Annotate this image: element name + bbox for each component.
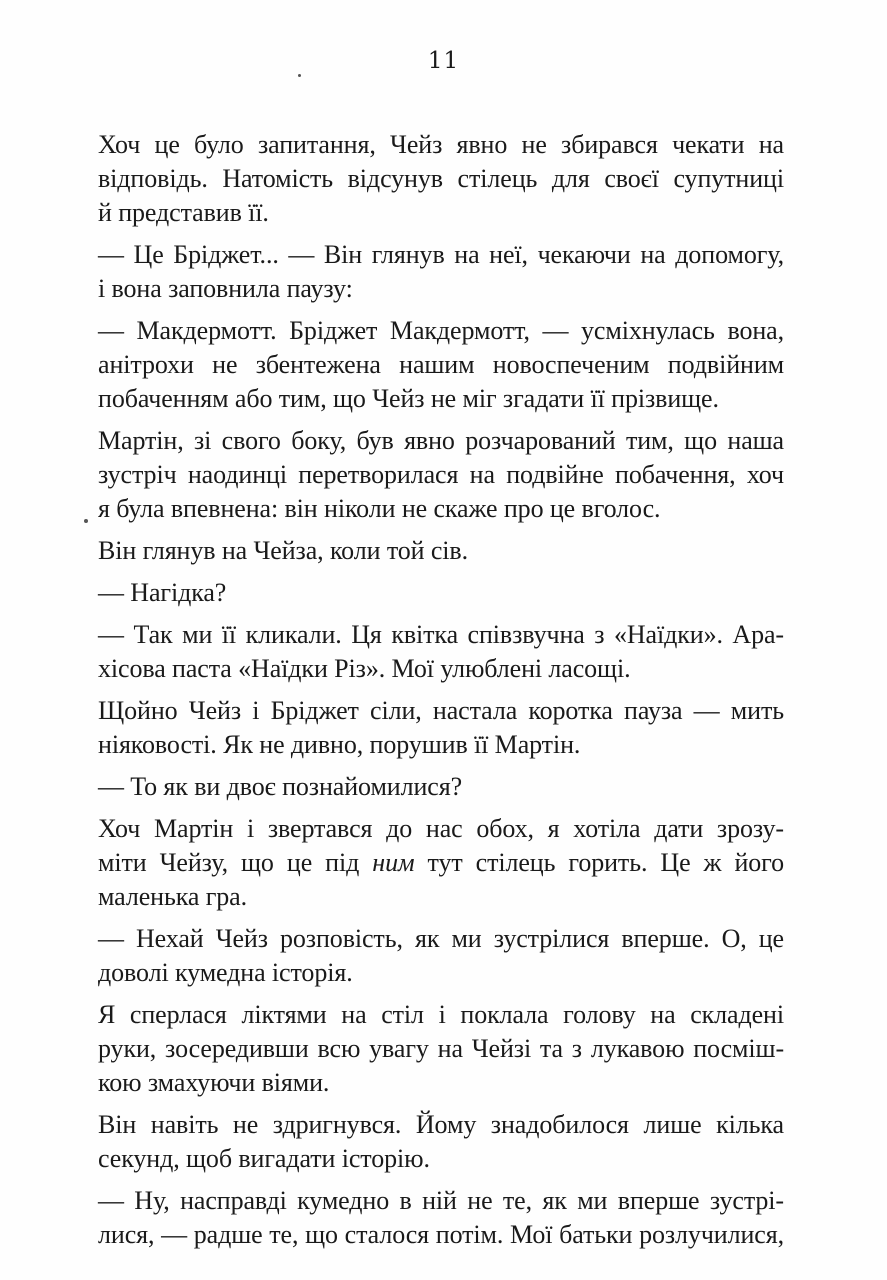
body-text: [98, 128, 784, 1252]
text-line: — Макдермотт. Бріджет Макдермотт, — усміхнулась вона,: [98, 316, 784, 345]
paragraph: [98, 770, 784, 804]
emphasis-text: ним: [372, 848, 415, 877]
text-line: хісова паста «Наїдки Різ». Мої улюблені ласощі.: [98, 654, 631, 683]
paragraph: [98, 812, 784, 914]
paragraph: [98, 534, 784, 568]
text-line: Щойно Чейз і Бріджет сіли, настала коротка пауза — мить: [98, 696, 784, 725]
text-line: Я сперлася ліктями на стіл і поклала голову на складені: [98, 1000, 784, 1029]
text-line: й представив її.: [98, 198, 269, 227]
text-line: секунд, щоб вигадати історію.: [98, 1144, 430, 1173]
text-line: маленька гра.: [98, 882, 248, 911]
text-line: кою змахуючи віями.: [98, 1068, 330, 1097]
paragraph: [98, 424, 784, 526]
paragraph: [98, 694, 784, 762]
text-line: Він навіть не здригнувся. Йому знадобилося лише кілька: [98, 1110, 784, 1139]
paragraph: [98, 922, 784, 990]
text-line: анітрохи не збентежена нашим новоспеченим подвійним: [98, 350, 784, 379]
text-line: лися, — радше те, що сталося потім. Мої батьки розлучилися,: [98, 1220, 784, 1249]
text-line: і вона заповнила паузу:: [98, 274, 353, 303]
text-line: — То як ви двоє познайомилися?: [98, 772, 463, 801]
paragraph: [98, 618, 784, 686]
paragraph: [98, 238, 784, 306]
text-line: — Це Бріджет... — Він глянув на неї, чекаючи на допомогу,: [98, 240, 784, 269]
text-line: ніяковості. Як не дивно, порушив її Мартін.: [98, 730, 581, 759]
text-line: відповідь. Натомість відсунув стілець для своєї супутниці: [98, 164, 784, 193]
text-line: я була впевнена: він ніколи не скаже про це вголос.: [98, 494, 661, 523]
text-line: побаченням або тим, що Чейз не міг згадати її прізвище.: [98, 384, 719, 413]
paragraph: [98, 314, 784, 416]
paragraph: [98, 1184, 784, 1252]
text-line: Хоч Мартін і звертався до нас обох, я хотіла дати зрозу-: [98, 814, 784, 843]
text-line: Він глянув на Чейза, коли той сів.: [98, 536, 468, 565]
text-line: — Нагідка?: [98, 578, 227, 607]
paragraph: [98, 128, 784, 230]
text-line: Мартін, зі свого боку, був явно розчарований тим, що наша: [98, 426, 784, 455]
paragraph: [98, 576, 784, 610]
text-line: — Нехай Чейз розповість, як ми зустрілися вперше. О, це: [98, 924, 784, 953]
text-line: зустріч наодинці перетворилася на подвійне побачення, хоч: [98, 460, 784, 489]
text-line: — Ну, насправді кумедно в ній не те, як ми вперше зустрі-: [98, 1186, 784, 1215]
text-line: руки, зосередивши всю увагу на Чейзі та з лукавою посміш-: [98, 1034, 784, 1063]
text-line: міти Чейзу, що це під ним тут стілець горить. Це ж його: [98, 848, 784, 877]
paragraph: [98, 998, 784, 1100]
scan-speck: [298, 74, 301, 77]
scan-speck: [84, 519, 88, 523]
text-line: Хоч це було запитання, Чейз явно не збирався чекати на: [98, 130, 784, 159]
text-line: доволі кумедна історія.: [98, 958, 353, 987]
paragraph: [98, 1108, 784, 1176]
text-line: — Так ми її кликали. Ця квітка співзвучна з «Наїдки». Ара-: [98, 620, 784, 649]
page-number: 11: [427, 48, 460, 74]
